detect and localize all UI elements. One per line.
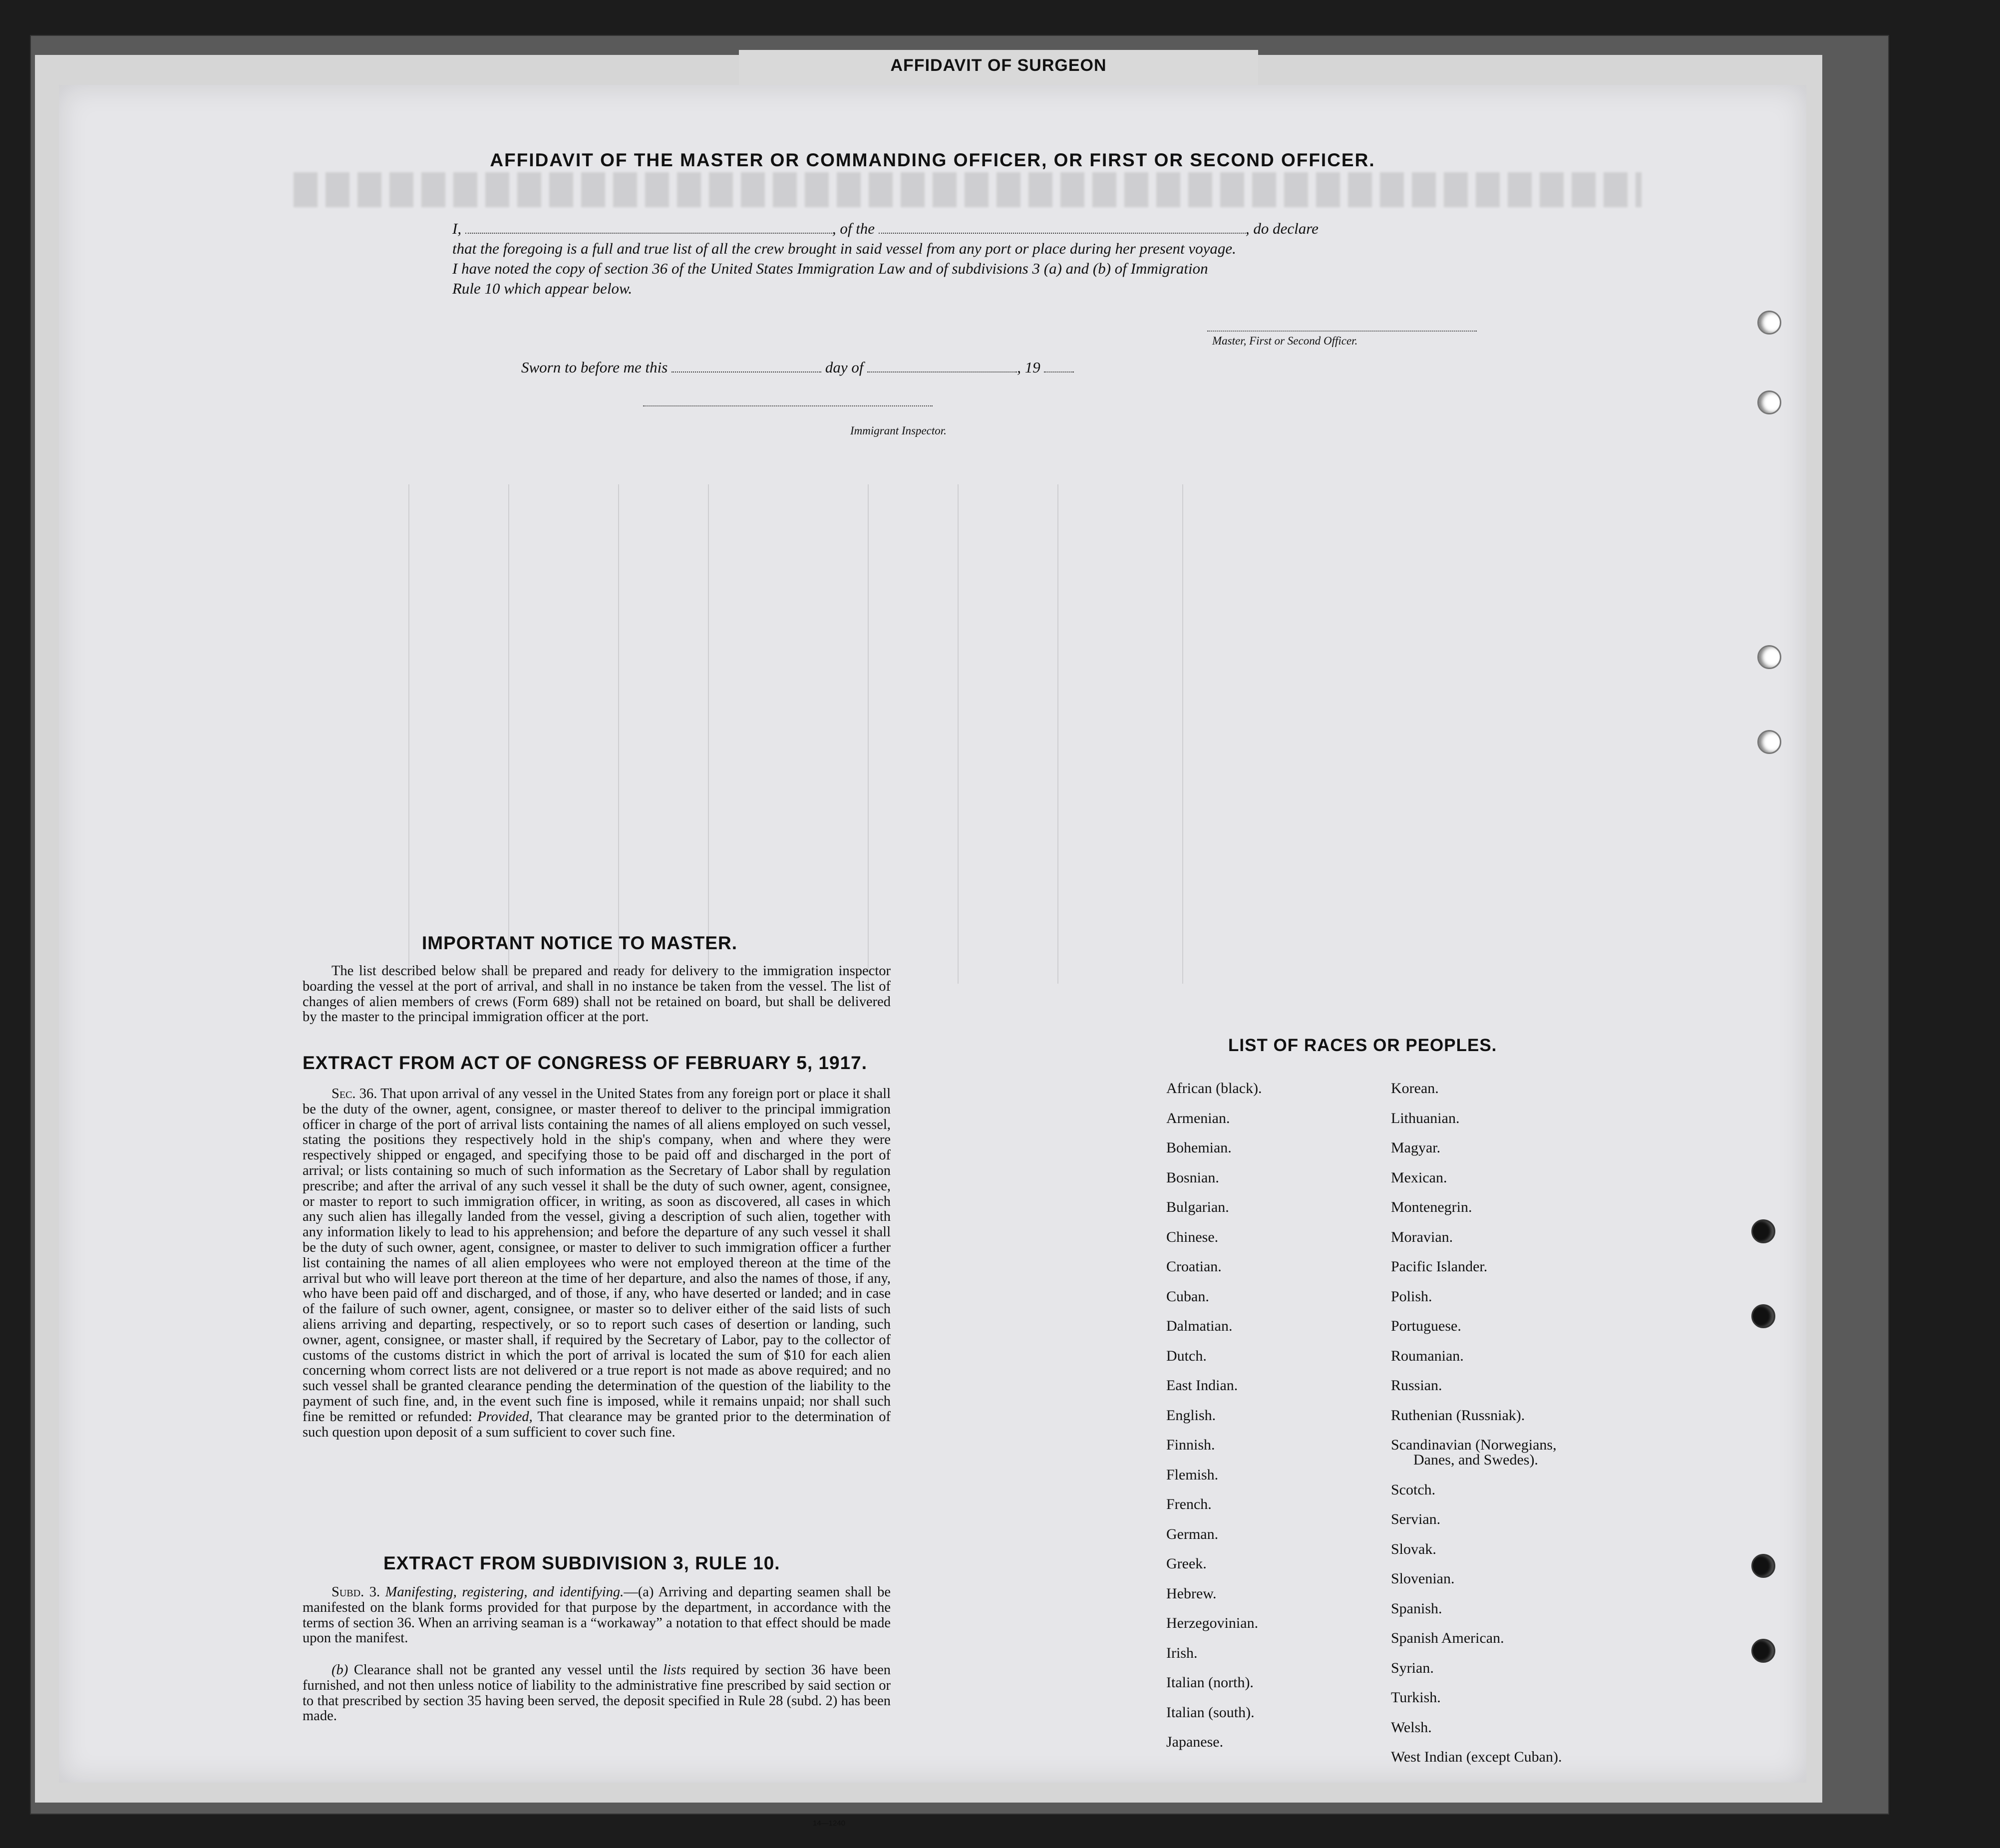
section-36-body-part2: That clearance may be granted prior to the determination of such question upon deposit of a sum sufficient to cover such fine. bbox=[303, 1409, 891, 1440]
subdivision-b-text bbox=[303, 1663, 891, 1724]
race-item: Chinese. bbox=[1166, 1228, 1219, 1245]
race-item: Korean. bbox=[1391, 1080, 1439, 1097]
binder-hole bbox=[1751, 1554, 1775, 1578]
binder-hole bbox=[1751, 1219, 1775, 1243]
race-item: Syrian. bbox=[1391, 1659, 1434, 1676]
declaration-line-1 bbox=[452, 220, 1319, 238]
inspector-signature-line[interactable] bbox=[643, 404, 933, 406]
master-signature-line[interactable] bbox=[1207, 330, 1477, 332]
inspector-signature-caption: Immigrant Inspector. bbox=[850, 424, 947, 437]
act-extract-heading: EXTRACT FROM ACT OF CONGRESS OF FEBRUARY 5, 1917. bbox=[303, 1053, 868, 1073]
race-item: Bohemian. bbox=[1166, 1139, 1232, 1156]
bleed-through-rule bbox=[708, 484, 709, 984]
race-item: Irish. bbox=[1166, 1644, 1198, 1661]
surgeon-affidavit-tab bbox=[739, 50, 1258, 86]
subdivision-label: Subd. 3. bbox=[332, 1584, 380, 1600]
race-item: Japanese. bbox=[1166, 1734, 1224, 1750]
race-item: Spanish American. bbox=[1391, 1630, 1504, 1646]
sworn-prefix: Sworn to before me this bbox=[521, 359, 668, 376]
subdivision-b-label: (b) bbox=[332, 1662, 348, 1678]
race-item: Spanish. bbox=[1391, 1600, 1442, 1617]
race-item: Magyar. bbox=[1391, 1139, 1441, 1156]
subdivision-b-post: required by section 36 have been furnished, and not then unless notice of liability to the administrative fine prescribed by said section or to that prescribed by section 35 having been served, the deposit specified in Rule 28 (subd. 2) has been made. bbox=[303, 1662, 891, 1724]
binder-hole bbox=[1757, 311, 1781, 335]
subdivision-a-body: —(a) Arriving and departing seamen shall be manifested on the blank forms provided for that purpose by the department, in accordance with the terms of section 36. When an arriving seaman is a “workaway” a notation to that effect should be made upon the manifest. bbox=[303, 1584, 891, 1646]
bleed-through-title bbox=[294, 172, 1642, 207]
affidavit-title: AFFIDAVIT OF THE MASTER OR COMMANDING OFFICER, OR FIRST OR SECOND OFFICER. bbox=[490, 150, 1375, 170]
races-list-left-column bbox=[1166, 1081, 1262, 1765]
race-item: Pacific Islander. bbox=[1391, 1258, 1488, 1275]
race-item: Servian. bbox=[1391, 1511, 1441, 1527]
section-label: Sec. 36. bbox=[332, 1086, 377, 1102]
declaration-line-2: that the foregoing is a full and true list of all the crew brought in said vessel from any port or place during her present voyage. bbox=[452, 240, 1236, 257]
declaration-line-4: Rule 10 which appear below. bbox=[452, 280, 633, 297]
race-item: East Indian. bbox=[1166, 1377, 1238, 1394]
races-list-heading: LIST OF RACES OR PEOPLES. bbox=[1228, 1036, 1497, 1055]
subdivision-b-lists: lists bbox=[663, 1662, 686, 1678]
race-item: Russian. bbox=[1391, 1377, 1442, 1394]
important-notice-heading: IMPORTANT NOTICE TO MASTER. bbox=[422, 933, 738, 953]
race-item: Mexican. bbox=[1391, 1169, 1447, 1186]
bleed-through-rule bbox=[508, 484, 509, 984]
race-item: Dalmatian. bbox=[1166, 1318, 1233, 1334]
sworn-year-field[interactable] bbox=[1044, 361, 1074, 372]
race-item: Bulgarian. bbox=[1166, 1199, 1229, 1215]
year-prefix: , 19 bbox=[1017, 359, 1040, 376]
form-number: 14—1240 bbox=[813, 1819, 846, 1828]
races-list-right-column bbox=[1391, 1081, 1562, 1780]
race-item: Lithuanian. bbox=[1391, 1109, 1460, 1126]
race-item: Herzegovinian. bbox=[1166, 1615, 1259, 1631]
important-notice-text: The list described below shall be prepared and ready for delivery to the immigration inspector boarding the vessel at the port of arrival, and shall in no instance be taken from the vessel. The list of changes of alien members of crews (Form 689) shall not be retained on board, but shall be delivered by the master to the principal immigration officer at the port. bbox=[303, 963, 891, 1025]
subdivision-a-text bbox=[303, 1585, 891, 1646]
race-item: Montenegrin. bbox=[1391, 1199, 1472, 1215]
race-item: African (black). bbox=[1166, 1080, 1262, 1097]
race-item: Armenian. bbox=[1166, 1109, 1230, 1126]
race-item: Italian (south). bbox=[1166, 1704, 1255, 1721]
binder-hole bbox=[1751, 1304, 1775, 1328]
binder-hole bbox=[1757, 645, 1781, 669]
bleed-through-rule bbox=[1057, 484, 1058, 984]
do-declare-label: , do declare bbox=[1245, 220, 1319, 237]
section-36-text bbox=[303, 1087, 891, 1440]
rule-extract-heading: EXTRACT FROM SUBDIVISION 3, RULE 10. bbox=[383, 1553, 780, 1573]
race-item: French. bbox=[1166, 1496, 1212, 1512]
bleed-through-rule bbox=[958, 484, 959, 984]
subdivision-title: Manifesting, registering, and identifying. bbox=[385, 1584, 624, 1600]
race-item: Finnish. bbox=[1166, 1437, 1215, 1453]
race-item: Polish. bbox=[1391, 1288, 1432, 1305]
sworn-day-field[interactable] bbox=[671, 361, 821, 372]
sworn-month-field[interactable] bbox=[867, 361, 1017, 372]
race-item: Portuguese. bbox=[1391, 1318, 1461, 1334]
subdivision-b-pre: Clearance shall not be granted any vessel until the bbox=[353, 1662, 658, 1678]
provided-word: Provided, bbox=[477, 1409, 533, 1425]
race-item: Danes, and Swedes). bbox=[1413, 1452, 1538, 1468]
declaration-line-3: I have noted the copy of section 36 of the United States Immigration Law and of subdivisions 3 (a) and (b) of Immigration bbox=[452, 260, 1208, 277]
of-the-label: , of the bbox=[832, 220, 875, 237]
race-item: Turkish. bbox=[1391, 1689, 1441, 1706]
race-item: German. bbox=[1166, 1525, 1219, 1542]
binder-hole bbox=[1751, 1639, 1775, 1663]
surgeon-affidavit-heading: AFFIDAVIT OF SURGEON bbox=[890, 56, 1107, 75]
declarant-pronoun: I, bbox=[452, 220, 462, 237]
binder-hole bbox=[1757, 390, 1781, 414]
race-item: Bosnian. bbox=[1166, 1169, 1219, 1186]
day-of-label: day of bbox=[825, 359, 864, 376]
bleed-through-rule bbox=[868, 484, 869, 984]
race-item: Italian (north). bbox=[1166, 1674, 1254, 1691]
race-item: Croatian. bbox=[1166, 1258, 1222, 1275]
race-item: Slovenian. bbox=[1391, 1570, 1455, 1587]
binder-hole bbox=[1757, 730, 1781, 754]
race-item: West Indian (except Cuban). bbox=[1391, 1749, 1562, 1765]
manifest-page bbox=[59, 85, 1806, 1828]
sworn-line bbox=[521, 359, 1074, 376]
race-item: Scotch. bbox=[1391, 1481, 1436, 1498]
officer-name-field[interactable] bbox=[465, 222, 832, 234]
race-item: English. bbox=[1166, 1407, 1216, 1424]
bleed-through-rule bbox=[408, 484, 409, 984]
master-signature-caption: Master, First or Second Officer. bbox=[1212, 335, 1358, 347]
vessel-name-field[interactable] bbox=[879, 222, 1246, 234]
race-item: Dutch. bbox=[1166, 1347, 1207, 1364]
bleed-through-rule bbox=[618, 484, 619, 984]
race-item: Moravian. bbox=[1391, 1228, 1453, 1245]
section-36-body-part1: That upon arrival of any vessel in the United States from any foreign port or place it shall be the duty of the owner, agent, consignee, or master thereof to deliver to the principal immigration officer in charge of the port of arrival lists containing the names of all aliens employed on such vessel, stating the positions they respectively hold in the ship's company, when and where they were respectively shipped or engaged, and specifying those to be paid off and discharged in the port of arrival; or lists containing so much of such information as the Secretary of Labor shall by regulation prescribe; and after the arrival of any such vessel it shall be the duty of such owner, agent, consignee, or master to report to such immigration officer, in writing, as soon as discovered, all cases in which any such alien has illegally landed from the vessel, giving a description of such alien, together with any information likely to lead to his apprehension; and before the departure of any such vessel it shall be the duty of such owner, agent, consignee, or master to deliver to such immigration officer a further list containing the names of all alien employees who were not employed thereon at the time of the arrival but who will leave port thereon at the time of her departure, and also the names of those, if any, who have been paid off and discharged, and of those, if any, who have deserted or landed; and in case of the failure of such owner, agent, consignee, or master so to deliver either of the said lists of such aliens arriving and departing, respectively, or so to report such cases of desertion or landing, such owner, agent, consignee, or master shall, if required by the Secretary of Labor, pay to the collector of customs of the customs district in which the port of arrival is located the sum of $10 for each alien concerning whom correct lists are not delivered or a true report is not made as above required; and no such vessel shall be granted clearance pending the determination of the question of the liability to the payment of such fine, and, in the event such fine is imposed, while it remains unpaid; nor shall such fine be remitted or refunded: bbox=[303, 1086, 891, 1425]
race-item: Cuban. bbox=[1166, 1288, 1209, 1305]
race-item: Roumanian. bbox=[1391, 1347, 1464, 1364]
race-item: Ruthenian (Russniak). bbox=[1391, 1407, 1525, 1424]
race-item: Welsh. bbox=[1391, 1719, 1432, 1736]
race-item: Flemish. bbox=[1166, 1466, 1219, 1483]
race-item: Hebrew. bbox=[1166, 1585, 1217, 1602]
bleed-through-rule bbox=[1182, 484, 1183, 984]
race-item: Greek. bbox=[1166, 1555, 1207, 1572]
race-item: Slovak. bbox=[1391, 1540, 1436, 1557]
race-item: Scandinavian (Norwegians, bbox=[1391, 1437, 1557, 1453]
